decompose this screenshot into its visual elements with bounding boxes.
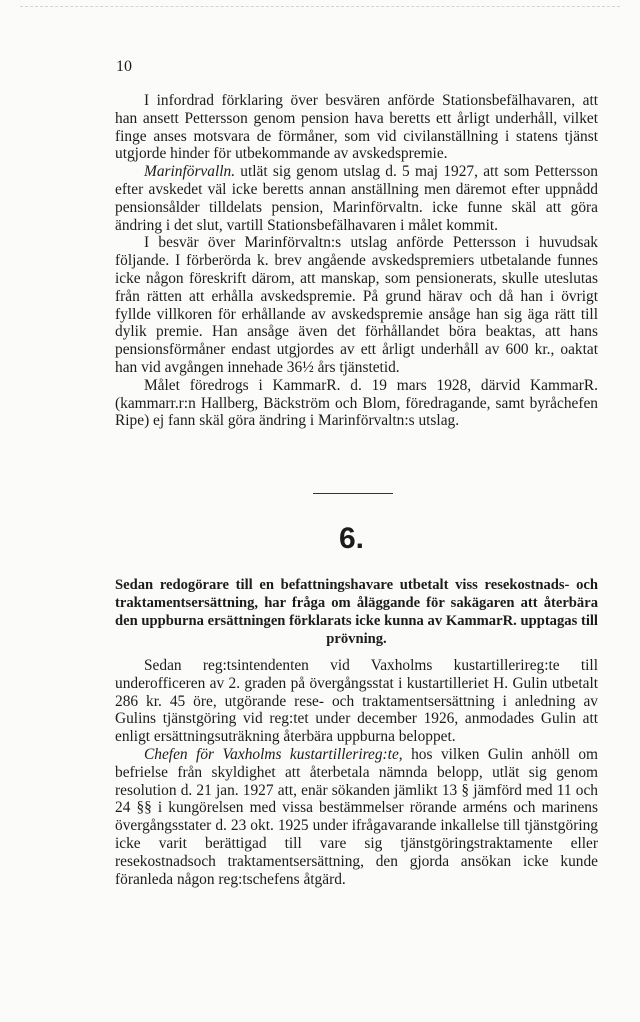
case-number: 6.	[338, 522, 365, 555]
paragraph-text: utlät sig genom utslag d. 5 maj 1927, att som Pettersson efter avskedet väl icke beretts annan anställning men däremot efter uppnådd pensionsålder tilldelats pension, Marinförvaltn. icke funne skäl att göra ändring i det slut, vartill Stationsbefälhavaren i målet kommit.	[115, 163, 598, 234]
paragraph	[115, 92, 598, 163]
section-2-body	[115, 657, 598, 888]
paragraph-text: Målet föredrogs i KammarR. d. 19 mars 1928, därvid KammarR. (kammarr.r:n Hallberg, Bäckström och Blom, föredragande, samt byråchefen Ripe) ej fann skäl göra ändring i Marinförvaltn:s utslag.	[115, 376, 598, 430]
paragraph-lead: Chefen för Vaxholms kustartillerireg:te,	[144, 745, 403, 763]
scan-edge-line	[20, 6, 620, 7]
paragraph-text: I besvär över Marinförvaltn:s utslag anförde Pettersson i huvudsak följande. I förberörda k. brev angående avskedspremiers utbetalande funnes icke någon föreskrift därom, att manskap, som pensionerats, skulle uteslutas från rätten att erhålla avskedspremie. På grund härav och då han i övrigt fyllde villkoren för erhållande av avskedspremie ansåge han sig äga rätt till dylik premie. Han ansåge även det förhållandet böra beaktas, att hans pensionsförmåner endast utgjordes av ett årligt underhåll av 600 kr., oaktat han vid avgången innehade 36½ års tjänstetid.	[115, 234, 598, 376]
paragraph-text: hos vilken Gulin anhöll om befrielse från skyldighet att återbetala nämnda belopp, utlät sig genom resolution d. 21 jan. 1927 att, enär sökanden jämlikt 13 § jämförd med 11 och 24 §§ i kungörelsen med vissa bestämmelser rörande arméns och marinens övergångsstater d. 23 okt. 1925 under ifrågavarande inkallelse till tjänstgöring icke varit berättigad till vare sig tjänstgöringstraktamente eller resekostnadsoch traktamentsersättning, den gjorda ansökan icke kunde föranleda någon reg:tschefens åtgärd.	[115, 745, 598, 888]
paragraph	[115, 377, 598, 430]
case-heading: Sedan redogörare till en befattningshavare utbetalt viss resekostnads- och traktamentsersättning, har fråga om åläggande för sakägaren att återbära den uppburna ersättningen förklarats icke kunna av KammarR. upptagas till prövning.	[115, 577, 598, 647]
paragraph	[115, 657, 598, 746]
paragraph	[115, 746, 598, 888]
paragraph	[115, 234, 598, 376]
paragraph-text: Sedan reg:tsintendenten vid Vaxholms kustartillerireg:te till underofficeren av 2. graden på övergångsstat i kustartilleriet H. Gulin utbetalt 286 kr. 45 öre, utgörande rese- och traktamentsersättning i anledning av Gulins tjänstgöring vid reg:tet under december 1926, anmodades Gulin att enligt ersättningsuträkning återbära uppburna beloppet.	[115, 657, 598, 746]
section-divider	[313, 493, 393, 494]
section-1-body	[115, 92, 598, 430]
paragraph-text: I infordrad förklaring över besvären anförde Stationsbefälhavaren, att han ansett Pettersson genom pension hava beretts ett årligt underhåll, vilket finge anses motsvara de förmåner, som vid civilanställning i statens tjänst utgjorde hinder för utbekommande av avskedspremie.	[115, 92, 598, 163]
paragraph	[115, 163, 598, 234]
paragraph-lead: Marinförvalln.	[144, 163, 236, 181]
page-number: 10	[116, 58, 132, 75]
